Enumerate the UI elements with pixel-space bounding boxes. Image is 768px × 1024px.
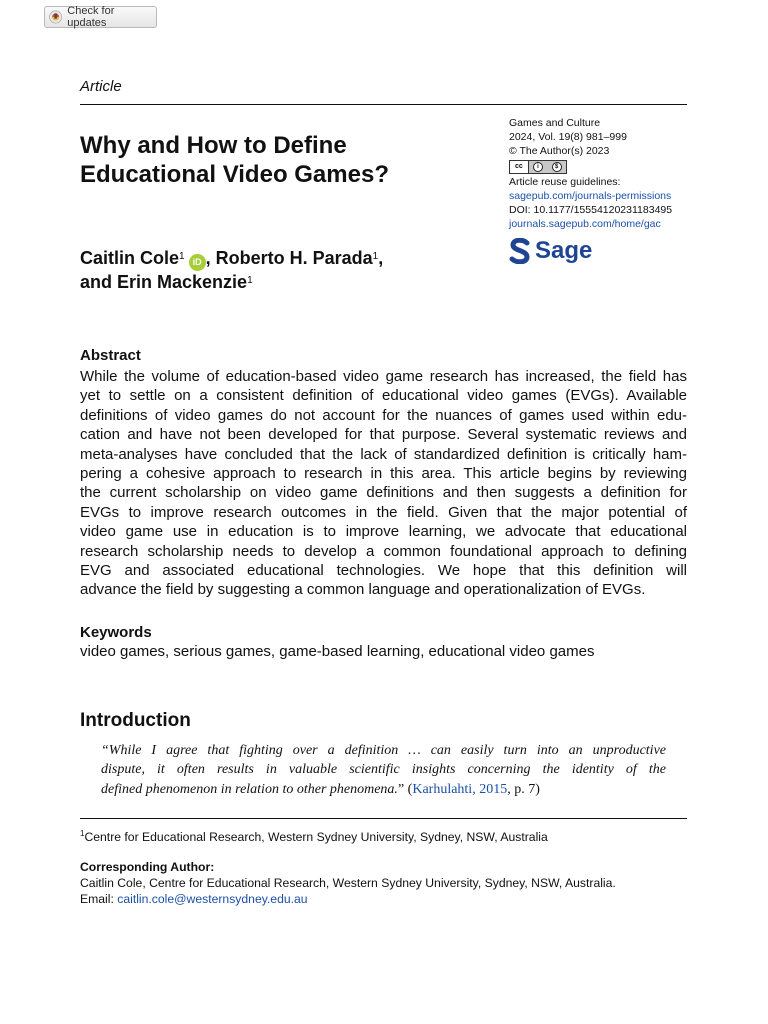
header-rule [80,104,687,105]
abstract-line: While the volume of education-based video game research has increased, the field has [80,368,687,385]
affiliation-marker: 1 [372,251,379,262]
permissions-link[interactable]: sagepub.com/journals-permissions [509,189,672,202]
epigraph-line: “While I agree that fighting over a definition … can easily turn into an unproductive [101,743,666,758]
check-for-updates-label: Check for updates [67,5,115,29]
abstract-body [80,367,687,600]
noncommercial-icon: $ [547,161,566,173]
footnote-rule [80,818,687,819]
check-for-updates-button[interactable] [44,6,157,28]
doi: DOI: 10.1177/15554120231183495 [509,204,673,217]
article-type-label: Article [80,78,122,95]
journal-info [509,116,699,265]
attribution-icon: i [529,161,548,173]
author-separator: , [378,248,384,268]
affiliation-marker: 1 [179,251,185,262]
email-link[interactable]: caitlin.cole@westernsydney.edu.au [117,891,308,906]
corresponding-author-line: Caitlin Cole, Centre for Educational Research, Western Sydney University, Sydney, NSW, Australia. [80,876,616,890]
abstract-line: EVG and associated educational technologies. We hope that this definition will [80,562,687,580]
journal-volume: 2024, Vol. 19(8) 981–999 [509,131,627,144]
email-label: Email: [80,891,118,906]
quote-close: ” ( [397,781,413,797]
cc-license-badge[interactable] [509,160,567,174]
author-list [80,247,500,294]
author-name: Caitlin Cole [80,248,180,268]
abstract-line: video game use in education is to improve learning, we advocate that educational [80,523,687,541]
affiliation-text: Centre for Educational Research, Western Sydney University, Sydney, NSW, Australia [84,830,548,845]
reuse-label: Article reuse guidelines: [509,175,621,188]
orcid-icon[interactable]: iD [189,254,206,271]
epigraph-line: dispute, it often results in valuable scientific insights concerning the identity of the [101,762,666,778]
corresponding-author-details [80,876,616,907]
cc-icon: cc [510,161,529,173]
journal-home-link[interactable]: journals.sagepub.com/home/gac [509,218,661,231]
keywords-heading: Keywords [80,624,152,641]
citation-page: , p. 7) [507,781,540,797]
epigraph-last-line [101,780,666,799]
affiliation-marker: 1 [247,275,253,286]
corresponding-author-heading: Corresponding Author: [80,860,215,874]
abstract-line: the current scholarship on video game definitions and then suggests a definition for [80,484,687,502]
copyright-notice: © The Author(s) 2023 [509,145,610,158]
abstract-line: advance the field by suggesting a common language and operationalization of EVGs. [80,581,646,599]
abstract-line: pering a cohesive approach to research in this area. This article begins by reviewing [80,465,687,483]
affiliation-footnote [80,829,548,844]
abstract-line: definitions of video games do not account for the nuances of games used within edu- [80,406,687,424]
introduction-heading: Introduction [80,710,191,731]
affiliation-marker: 1 [80,829,85,838]
citation-link[interactable]: Karhulahti, 2015 [412,781,508,797]
sage-logo [509,237,699,265]
author-name: , Roberto H. Parada [205,248,373,268]
check-updates-icon [49,10,62,24]
abstract-line: meta-analyses have concluded that the lack of standardized definition is critically ham- [80,445,687,463]
sage-s-icon [509,238,531,264]
title-line: Why and How to Define [80,132,347,159]
abstract-heading: Abstract [80,347,141,364]
abstract-line: yet to settle on a consistent definition of educational video games (EVGs). Available [80,387,687,405]
epigraph-line: defined phenomenon in relation to other phenomena. [101,781,398,797]
epigraph-quote [101,741,666,799]
journal-name: Games and Culture [509,117,601,129]
keywords-list: video games, serious games, game-based learning, educational video games [80,643,595,660]
article-title [80,131,480,189]
abstract-line: research scholarship needs to develop a common foundational approach to defining [80,542,687,560]
author-name: and Erin Mackenzie [80,272,248,292]
title-line: Educational Video Games? [80,161,389,188]
abstract-line: EVGs to improve research outcomes in the field. Given that the major potential of [80,503,687,521]
sage-wordmark: Sage [535,237,593,265]
abstract-line: cation and have not been developed for that purpose. Several systematic reviews and [80,426,687,444]
